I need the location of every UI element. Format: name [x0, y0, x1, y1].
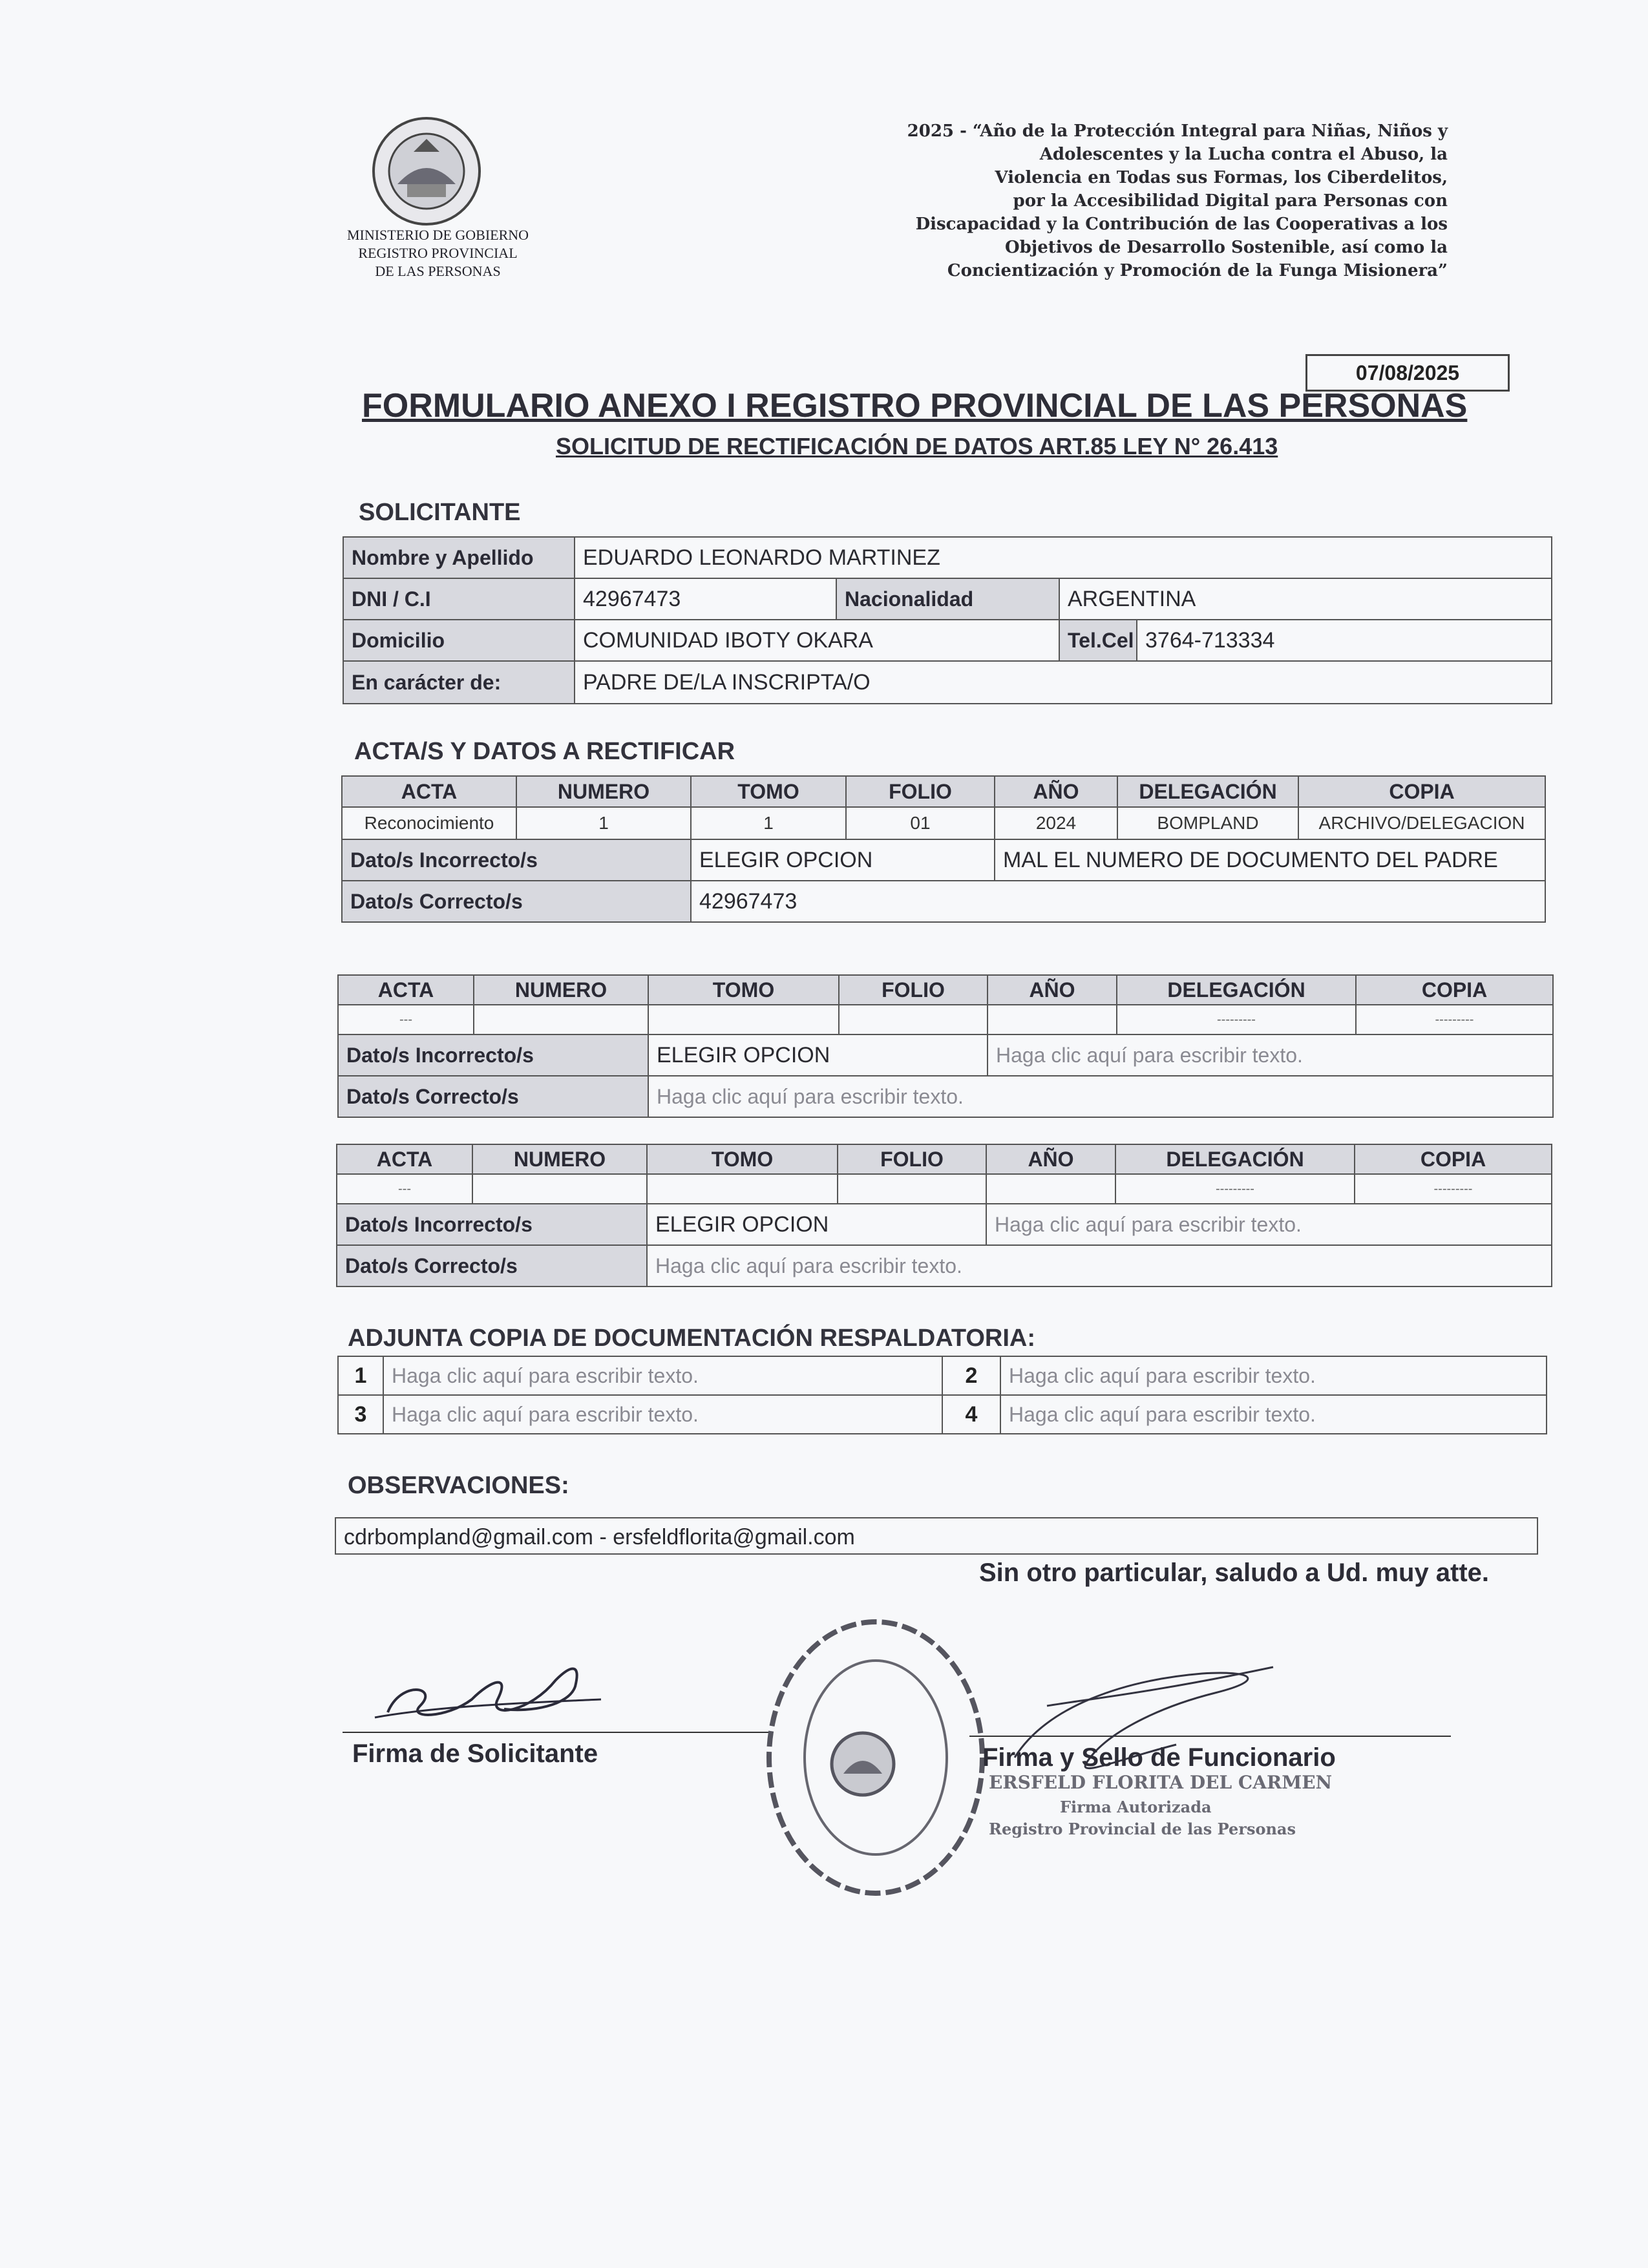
col-tomo: TOMO — [648, 975, 839, 1005]
applicant-signature — [362, 1641, 607, 1732]
incorrect-label: Dato/s Incorrecto/s — [342, 839, 691, 881]
ministry-line: DE LAS PERSONAS — [375, 263, 501, 279]
section-title-adjunta: ADJUNTA COPIA DE DOCUMENTACIÓN RESPALDATORIA: — [348, 1325, 1035, 1352]
applicant-signature-label: Firma de Solicitante — [352, 1739, 598, 1768]
acta-block — [341, 775, 1546, 923]
delegacion-select[interactable]: BOMPLAND — [1117, 807, 1298, 839]
col-tomo: TOMO — [647, 1144, 838, 1174]
item-number: 3 — [338, 1395, 383, 1434]
col-acta: ACTA — [342, 776, 516, 807]
official-signature-label: Firma y Sello de Funcionario — [982, 1743, 1336, 1772]
anio-field[interactable] — [986, 1174, 1115, 1204]
stamp-office: Registro Provincial de las Personas — [989, 1820, 1296, 1838]
tomo-field[interactable]: 1 — [691, 807, 846, 839]
closing-text: Sin otro particular, saludo a Ud. muy atte. — [979, 1559, 1490, 1587]
motto-line: Discapacidad y la Contribución de las Cooperativas a los — [915, 215, 1448, 234]
col-copia: COPIA — [1355, 1144, 1552, 1174]
copia-select[interactable]: ARCHIVO/DELEGACION — [1298, 807, 1545, 839]
adjunta-field[interactable]: Haga clic aquí para escribir texto. — [1000, 1395, 1547, 1434]
nombre-field[interactable]: EDUARDO LEONARDO MARTINEZ — [575, 537, 1552, 578]
copia-select[interactable]: --------- — [1355, 1174, 1552, 1204]
solicitante-table — [343, 536, 1552, 704]
province-seal — [368, 113, 485, 229]
correct-field[interactable]: 42967473 — [691, 881, 1545, 922]
motto-line: Violencia en Todas sus Formas, los Ciberdelitos, — [995, 168, 1448, 187]
option-select[interactable]: ELEGIR OPCION — [691, 839, 995, 881]
nacionalidad-label: Nacionalidad — [836, 578, 1059, 620]
col-anio: AÑO — [986, 1144, 1115, 1174]
delegacion-select[interactable]: --------- — [1115, 1174, 1355, 1204]
col-delegacion: DELEGACIÓN — [1115, 1144, 1355, 1174]
numero-field[interactable] — [474, 1005, 648, 1034]
ministry-name — [326, 226, 549, 280]
col-numero: NUMERO — [474, 975, 648, 1005]
numero-field[interactable] — [472, 1174, 647, 1204]
nombre-label: Nombre y Apellido — [343, 537, 575, 578]
observaciones-field[interactable]: cdrbompland@gmail.com - ersfeldflorita@gmail.com — [335, 1517, 1538, 1555]
year-motto — [808, 120, 1448, 282]
ministry-line: REGISTRO PROVINCIAL — [358, 245, 518, 261]
incorrect-field[interactable]: MAL EL NUMERO DE DOCUMENTO DEL PADRE — [995, 839, 1545, 881]
adjunta-field[interactable]: Haga clic aquí para escribir texto. — [383, 1395, 942, 1434]
col-acta: ACTA — [338, 975, 474, 1005]
correct-field[interactable]: Haga clic aquí para escribir texto. — [647, 1245, 1552, 1286]
anio-field[interactable] — [988, 1005, 1117, 1034]
col-folio: FOLIO — [838, 1144, 986, 1174]
acta-block — [337, 974, 1554, 1118]
correct-label: Dato/s Correcto/s — [342, 881, 691, 922]
dni-field[interactable]: 42967473 — [575, 578, 836, 620]
copia-select[interactable]: --------- — [1356, 1005, 1553, 1034]
date-field[interactable]: 07/08/2025 — [1305, 354, 1510, 392]
incorrect-field[interactable]: Haga clic aquí para escribir texto. — [988, 1034, 1553, 1076]
delegacion-select[interactable]: --------- — [1117, 1005, 1356, 1034]
col-delegacion: DELEGACIÓN — [1117, 975, 1356, 1005]
section-title-observaciones: OBSERVACIONES: — [348, 1472, 569, 1499]
correct-label: Dato/s Correcto/s — [337, 1245, 647, 1286]
official-stamp-seal — [756, 1609, 995, 1906]
folio-field[interactable] — [838, 1174, 986, 1204]
col-acta: ACTA — [337, 1144, 472, 1174]
col-copia: COPIA — [1298, 776, 1545, 807]
col-tomo: TOMO — [691, 776, 846, 807]
folio-field[interactable] — [839, 1005, 988, 1034]
col-delegacion: DELEGACIÓN — [1117, 776, 1298, 807]
domicilio-label: Domicilio — [343, 620, 575, 661]
acta-type-select[interactable]: Reconocimiento — [342, 807, 516, 839]
tel-field[interactable]: 3764-713334 — [1137, 620, 1552, 661]
col-anio: AÑO — [995, 776, 1117, 807]
domicilio-field[interactable]: COMUNIDAD IBOTY OKARA — [575, 620, 1059, 661]
motto-line: Adolescentes y la Lucha contra el Abuso, la — [1039, 145, 1448, 164]
applicant-signature-line — [343, 1732, 769, 1733]
col-anio: AÑO — [988, 975, 1117, 1005]
tomo-field[interactable] — [647, 1174, 838, 1204]
tomo-field[interactable] — [648, 1005, 839, 1034]
anio-field[interactable]: 2024 — [995, 807, 1117, 839]
col-numero: NUMERO — [516, 776, 691, 807]
item-number: 2 — [942, 1356, 1000, 1395]
section-title-actas: ACTA/S Y DATOS A RECTIFICAR — [354, 738, 735, 765]
folio-field[interactable]: 01 — [846, 807, 995, 839]
item-number: 1 — [338, 1356, 383, 1395]
option-select[interactable]: ELEGIR OPCION — [648, 1034, 988, 1076]
item-number: 4 — [942, 1395, 1000, 1434]
stamp-role: Firma Autorizada — [1060, 1798, 1212, 1816]
stamp-name: ERSFELD FLORITA DEL CARMEN — [989, 1772, 1333, 1793]
ministry-line: MINISTERIO DE GOBIERNO — [346, 227, 529, 243]
correct-label: Dato/s Correcto/s — [338, 1076, 648, 1117]
tel-label: Tel.Cel — [1059, 620, 1137, 661]
acta-type-select[interactable]: --- — [337, 1174, 472, 1204]
col-copia: COPIA — [1356, 975, 1553, 1005]
acta-type-select[interactable]: --- — [338, 1005, 474, 1034]
nacionalidad-field[interactable]: ARGENTINA — [1059, 578, 1552, 620]
option-select[interactable]: ELEGIR OPCION — [647, 1204, 986, 1245]
incorrect-label: Dato/s Incorrecto/s — [337, 1204, 647, 1245]
adjunta-field[interactable]: Haga clic aquí para escribir texto. — [1000, 1356, 1547, 1395]
adjunta-field[interactable]: Haga clic aquí para escribir texto. — [383, 1356, 942, 1395]
form-title: FORMULARIO ANEXO I REGISTRO PROVINCIAL DE LAS PERSONAS — [362, 387, 1468, 425]
incorrect-field[interactable]: Haga clic aquí para escribir texto. — [986, 1204, 1552, 1245]
caracter-label: En carácter de: — [343, 661, 575, 704]
motto-line: Objetivos de Desarrollo Sostenible, así como la — [1004, 238, 1448, 257]
col-numero: NUMERO — [472, 1144, 647, 1174]
motto-line: 2025 - “Año de la Protección Integral para Niñas, Niños y — [907, 121, 1448, 141]
incorrect-label: Dato/s Incorrecto/s — [338, 1034, 648, 1076]
adjunta-table — [337, 1356, 1547, 1434]
motto-line: por la Accesibilidad Digital para Personas con — [1013, 191, 1448, 211]
acta-block — [336, 1144, 1552, 1287]
correct-field[interactable]: Haga clic aquí para escribir texto. — [648, 1076, 1553, 1117]
caracter-field[interactable]: PADRE DE/LA INSCRIPTA/O — [575, 661, 1552, 704]
section-title-solicitante: SOLICITANTE — [359, 499, 521, 526]
col-folio: FOLIO — [839, 975, 988, 1005]
dni-label: DNI / C.I — [343, 578, 575, 620]
col-folio: FOLIO — [846, 776, 995, 807]
form-subtitle: SOLICITUD DE RECTIFICACIÓN DE DATOS ART.85 LEY N° 26.413 — [556, 433, 1278, 459]
numero-field[interactable]: 1 — [516, 807, 691, 839]
motto-line: Concientización y Promoción de la Funga Misionera” — [947, 261, 1448, 280]
